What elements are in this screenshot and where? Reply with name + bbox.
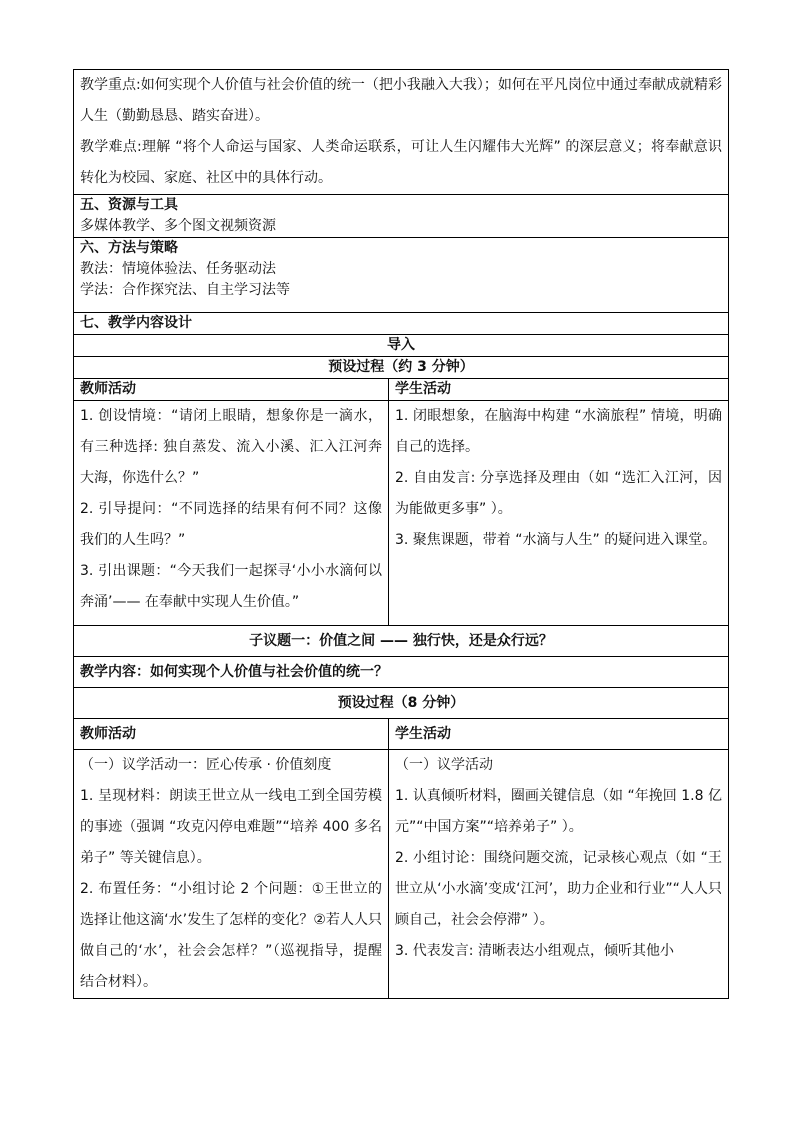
topic1-student-step: 3. 代表发言: 清晰表达小组观点，倾听其他小 [395,943,674,959]
methods-row [74,238,729,313]
topic1-teacher-header: 教师活动 [74,719,389,750]
intro-student-step: 2. 自由发言: 分享选择及理由（如 “选汇入江河，因为能做更多事” ）。 [395,470,722,517]
teaching-focus-text: 教学重点:如何实现个人价值与社会价值的统一（把小我融入大我）；如何在平凡岗位中通过奉献成就精彩人生（勤勤恳恳、踏实奋进）。 [80,77,722,124]
topic1-header-row [74,719,729,750]
intro-teacher-step: 3. 引出课题：“今天我们一起探寻‘小小水滴何以奔涌’—— 在奉献中实现人生价值。” [80,563,382,610]
content-design-heading: 七、教学内容设计 [74,313,729,335]
teaching-difficulty-text: 教学难点:理解 “将个人命运与国家、人类命运联系，可让人生闪耀伟大光辉” 的深层意义；将奉献意识转化为校园、家庭、社区中的具体行动。 [80,139,722,186]
topic1-activities-row [74,750,729,999]
intro-student-header: 学生活动 [389,379,729,401]
topic1-student-activities [389,750,729,999]
topic1-student-step: 2. 小组讨论：围绕问题交流，记录核心观点（如 “王世立从‘小水滴’变成‘江河’，助力企业和行业”“人人只顾自己，社会会停滞” ）。 [395,850,722,928]
intro-teacher-step: 1. 创设情境：“请闭上眼睛，想象你是一滴水，有三种选择: 独自蒸发、流入小溪、汇入江河奔大海，你选什么？” [80,408,382,486]
learning-method: 学法：合作探究法、自主学习法等 [80,282,290,298]
topic1-student-header: 学生活动 [389,719,729,750]
intro-teacher-step: 2. 引导提问：“不同选择的结果有何不同？这像我们的人生吗？” [80,501,382,548]
intro-process: 预设过程（约 3 分钟） [74,357,729,379]
content-design-row [74,313,729,335]
intro-student-activities [389,401,729,626]
topic1-content-row [74,657,729,688]
lesson-plan-table [73,69,729,999]
intro-title: 导入 [74,335,729,357]
topic1-teacher-step: （一）议学活动一：匠心传承 · 价值刻度 [80,757,332,773]
key-points-row [74,70,729,195]
methods-heading: 六、方法与策略 [80,240,178,256]
topic1-teacher-step: 2. 布置任务：“小组讨论 2 个问题：①王世立的选择让他这滴‘水’发生了怎样的变化？②若人人只做自己的‘水’，社会会怎样？”（巡视指导，提醒结合材料）。 [80,881,382,990]
topic1-teacher-activities [74,750,389,999]
topic1-student-step: （一）议学活动 [395,757,493,773]
intro-student-step: 3. 聚焦课题，带着 “水滴与人生” 的疑问进入课堂。 [395,532,717,548]
topic1-teacher-step: 1. 呈现材料：朗读王世立从一线电工到全国劳模的事迹（强调 “攻克闪停电难题”“培养 400 多名弟子” 等关键信息）。 [80,788,382,866]
topic1-student-step: 1. 认真倾听材料，圈画关键信息（如 “年挽回 1.8 亿元”“中国方案”“培养弟子” ）。 [395,788,722,835]
resources-heading: 五、资源与工具 [80,197,178,213]
topic1-content: 教学内容：如何实现个人价值与社会价值的统一？ [74,657,729,688]
intro-process-row [74,357,729,379]
lesson-plan-document [73,69,729,999]
topic1-process-row [74,688,729,719]
intro-title-row [74,335,729,357]
intro-header-row [74,379,729,401]
intro-teacher-activities [74,401,389,626]
topic1-process: 预设过程（8 分钟） [74,688,729,719]
intro-activities-row [74,401,729,626]
teaching-method: 教法：情境体验法、任务驱动法 [80,261,276,277]
topic1-title: 子议题一：价值之间 —— 独行快，还是众行远？ [74,626,729,657]
intro-teacher-header: 教师活动 [74,379,389,401]
resources-body: 多媒体教学、多个图文视频资源 [80,218,276,234]
intro-student-step: 1. 闭眼想象，在脑海中构建 “水滴旅程” 情境，明确自己的选择。 [395,408,722,455]
resources-row [74,195,729,238]
topic1-title-row [74,626,729,657]
